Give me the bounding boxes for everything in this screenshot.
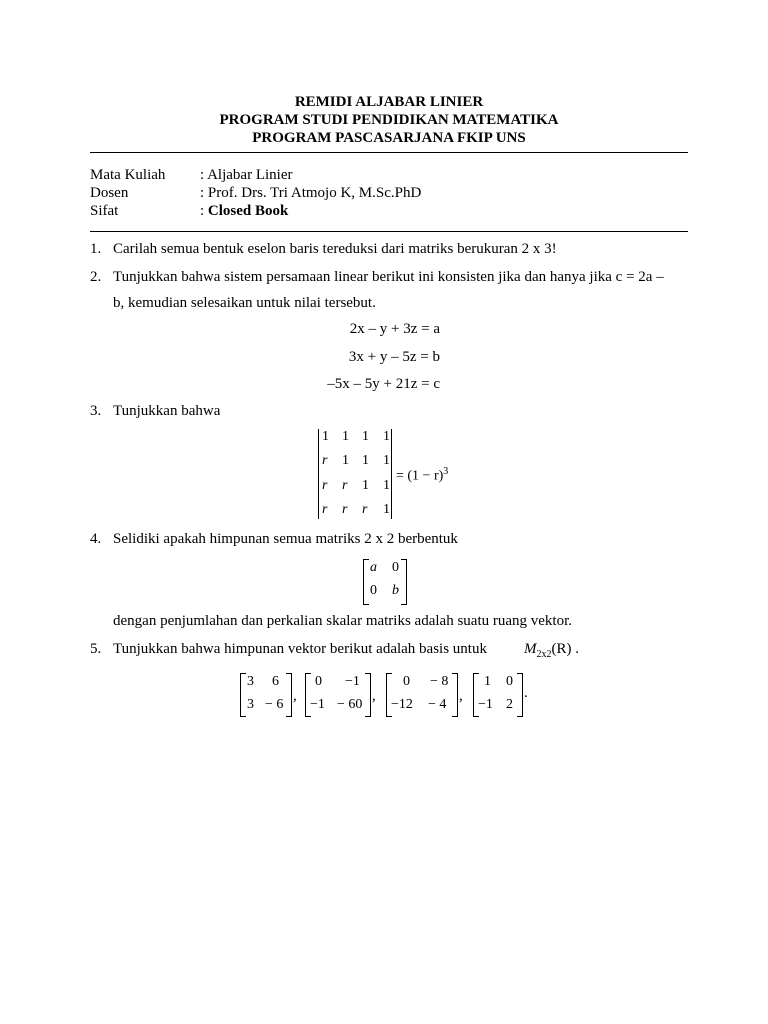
equation-1: 2x – y + 3z = a bbox=[349, 321, 440, 337]
separator-1: , bbox=[293, 688, 297, 704]
matrix-cell: 0 bbox=[370, 583, 377, 598]
det-cell: 1 bbox=[362, 453, 369, 468]
course-value: : Aljabar Linier bbox=[200, 167, 293, 183]
det-cell: 1 bbox=[383, 453, 390, 468]
matrix-cell: −1 bbox=[345, 674, 360, 689]
equation-3: –5x – 5y + 21z = c bbox=[327, 376, 440, 392]
matrix-cell: − 8 bbox=[430, 674, 449, 689]
faculty-title: PROGRAM PASCASARJANA FKIP UNS bbox=[252, 130, 526, 146]
question-1-number: 1. bbox=[90, 241, 102, 257]
question-3-text: Tunjukkan bahwa bbox=[113, 403, 221, 419]
question-4-text-2: dengan penjumlahan dan perkalian skalar matriks adalah suatu ruang vektor. bbox=[113, 613, 573, 629]
matrix-cell: 0 bbox=[403, 674, 410, 689]
separator-3: , bbox=[459, 688, 463, 704]
matrix-cell: 0 bbox=[506, 674, 513, 689]
type-value: : Closed Book bbox=[200, 203, 289, 219]
det-cell: r bbox=[322, 502, 328, 517]
basis-matrix-1 bbox=[240, 673, 292, 717]
lecturer-label: Dosen bbox=[90, 185, 129, 201]
final-period: . bbox=[524, 685, 528, 701]
matrix-cell: −12 bbox=[391, 697, 413, 712]
det-cell: 1 bbox=[342, 453, 349, 468]
matrix-form bbox=[363, 559, 407, 605]
basis-matrix-4 bbox=[473, 673, 523, 717]
question-3-number: 3. bbox=[90, 403, 102, 419]
determinant-result: = $(1 - r)^3$ bbox=[396, 466, 449, 484]
det-cell: 1 bbox=[362, 478, 369, 493]
det-cell: 1 bbox=[383, 478, 390, 493]
type-label: Sifat bbox=[90, 203, 119, 219]
program-title: PROGRAM STUDI PENDIDIKAN MATEMATIKA bbox=[219, 112, 559, 128]
det-cell: 1 bbox=[322, 429, 329, 444]
question-2-number: 2. bbox=[90, 269, 102, 285]
question-2-text-line2: b, kemudian selesaikan untuk nilai tersebut. bbox=[113, 295, 376, 311]
matrix-cell: 0 bbox=[392, 560, 399, 575]
question-4-number: 4. bbox=[90, 531, 102, 547]
basis-matrix-3 bbox=[386, 673, 458, 717]
course-label: Mata Kuliah bbox=[90, 167, 166, 183]
det-cell: r bbox=[342, 478, 348, 493]
matrix-cell: −1 bbox=[478, 697, 493, 712]
matrix-cell: − 4 bbox=[428, 697, 447, 712]
matrix-cell: 6 bbox=[272, 674, 279, 689]
matrix-cell: 0 bbox=[315, 674, 322, 689]
equation-2: 3x + y – 5z = b bbox=[348, 349, 440, 365]
det-cell: 1 bbox=[362, 429, 369, 444]
det-cell: r bbox=[322, 478, 328, 493]
matrix-cell: 3 bbox=[247, 697, 254, 712]
lecturer-value: : Prof. Drs. Tri Atmojo K, M.Sc.PhD bbox=[200, 185, 422, 201]
separator-2: , bbox=[372, 688, 376, 704]
question-4-text: Selidiki apakah himpunan semua matriks 2 x 2 berbentuk bbox=[113, 531, 458, 547]
matrix-cell: a bbox=[370, 560, 377, 575]
exam-title: REMIDI ALJABAR LINIER bbox=[294, 94, 484, 110]
basis-matrix-2 bbox=[305, 673, 371, 717]
info-divider bbox=[90, 231, 688, 232]
question-1-text: Carilah semua bentuk eselon baris tereduksi dari matriks berukuran 2 x 3! bbox=[113, 241, 557, 257]
matrix-cell: −1 bbox=[310, 697, 325, 712]
vector-space-label: $M_{2x2}(R)$ . bbox=[524, 641, 579, 660]
det-cell: 1 bbox=[383, 429, 390, 444]
det-cell: r bbox=[362, 502, 368, 517]
header-divider bbox=[90, 152, 688, 153]
determinant-matrix bbox=[318, 429, 392, 519]
exam-page bbox=[90, 0, 688, 1024]
det-cell: 1 bbox=[383, 502, 390, 517]
matrix-cell: − 60 bbox=[337, 697, 363, 712]
question-5-text: Tunjukkan bahwa himpunan vektor berikut adalah basis untuk bbox=[113, 641, 487, 657]
question-5-number: 5. bbox=[90, 641, 102, 657]
matrix-cell: − 6 bbox=[265, 697, 284, 712]
matrix-cell: 1 bbox=[484, 674, 491, 689]
det-cell: 1 bbox=[342, 429, 349, 444]
question-2-text-line1: Tunjukkan bahwa sistem persamaan linear berikut ini konsisten jika dan hanya jika c = 2a – bbox=[113, 269, 664, 285]
matrix-cell: 3 bbox=[247, 674, 254, 689]
matrix-cell: 2 bbox=[506, 697, 513, 712]
det-cell: r bbox=[322, 453, 328, 468]
matrix-cell: b bbox=[392, 583, 399, 598]
det-cell: r bbox=[342, 502, 348, 517]
